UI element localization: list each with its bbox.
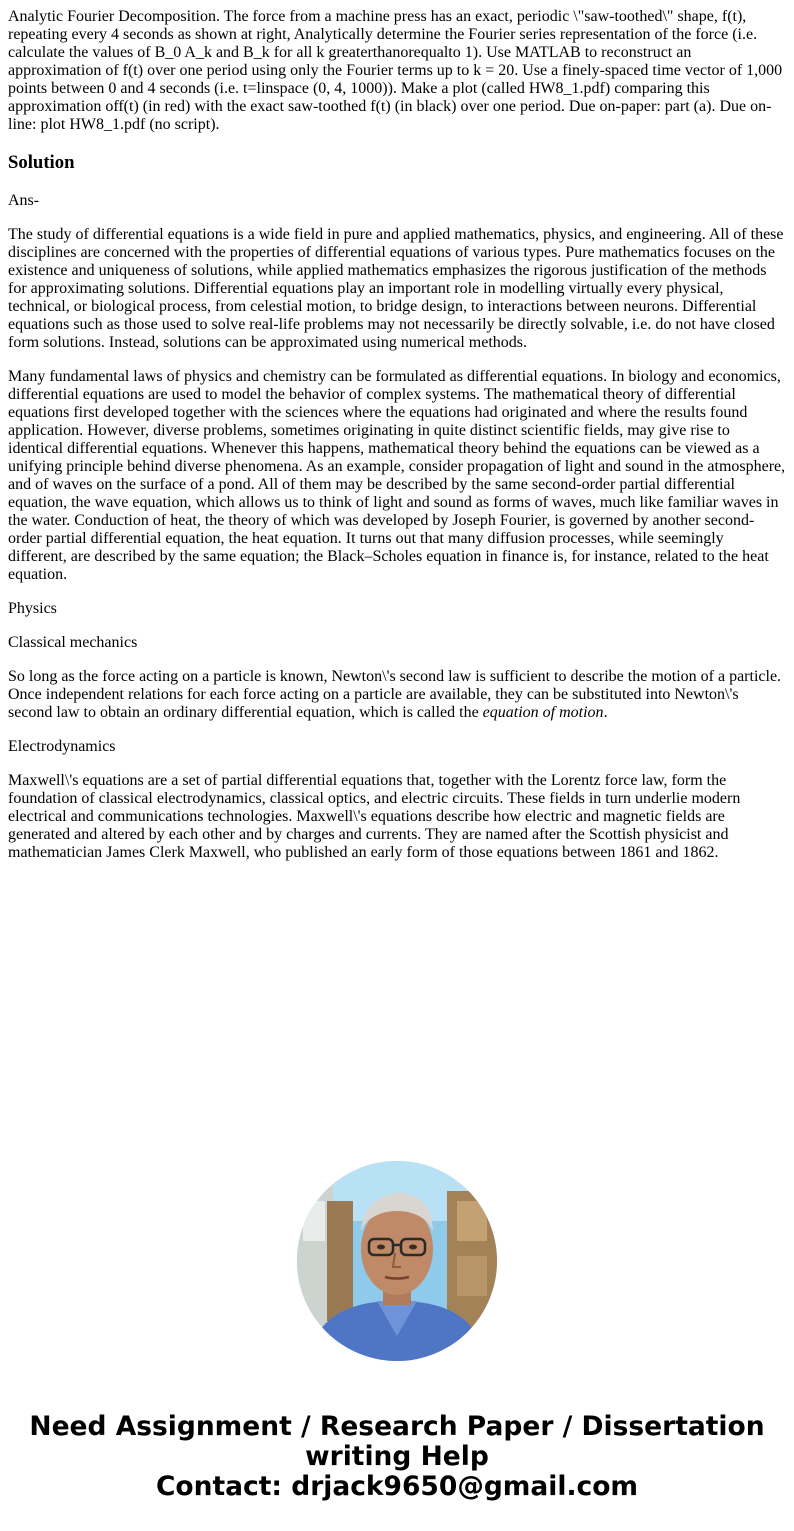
section-classical-mechanics: Classical mechanics (8, 634, 138, 651)
section-electrodynamics: Electrodynamics (8, 738, 116, 755)
answer-label: Ans- (8, 192, 40, 209)
paragraph-newton-end: . (603, 704, 608, 721)
equation-of-motion-term: equation of motion (482, 704, 604, 721)
footer-line-1: Need Assignment / Research Paper / Dissertation (29, 1411, 765, 1442)
solution-heading: Solution (8, 152, 75, 173)
paragraph-differential-equations: The study of differential equations is a wide field in pure and applied mathematics, physics, and engineering. All of these disciplines are concerned with the properties of differential equations of various types. Pure mathematics focuses on the existence and uniqueness of solutions, while applied mathematics emphasizes the rigorous justification of the methods for approximating solutions. Differential equations play an important role in modelling virtually every physical, technical, or biological process, from celestial motion, to bridge design, to interactions between neurons. Differential equations such as those used to solve real-life problems may not necessarily be directly solvable, i.e. do not have closed form solutions. Instead, solutions can be approximated using numerical methods. (8, 226, 784, 351)
avatar-portrait-image (297, 1161, 497, 1361)
footer-line-2: writing Help (305, 1441, 489, 1472)
footer-contact (0, 1412, 794, 1502)
paragraph-newton (8, 668, 786, 722)
avatar (297, 1161, 497, 1361)
footer-line-3: Contact: drjack9650@gmail.com (155, 1471, 639, 1502)
paragraph-newton-text: So long as the force acting on a particle is known, Newton\'s second law is sufficient to describe the motion of a particle. Once independent relations for each force acting on a particle are available, they can be substituted into Newton\'s second law to obtain an ordinary differential equation, which is called the (8, 668, 782, 721)
paragraph-physical-laws: Many fundamental laws of physics and chemistry can be formulated as differential equations. In biology and economics, differential equations are used to model the behavior of complex systems. The mathematical theory of differential equations first developed together with the sciences where the equations had originated and where the results found application. However, diverse problems, sometimes originating in quite distinct scientific fields, may give rise to identical differential equations. Whenever this happens, mathematical theory behind the equations can be viewed as a unifying principle behind diverse phenomena. As an example, consider propagation of light and sound in the atmosphere, and of waves on the surface of a pond. All of them may be described by the same second-order partial differential equation, the wave equation, which allows us to think of light and sound as forms of waves, much like familiar waves in the water. Conduction of heat, the theory of which was developed by Joseph Fourier, is governed by another second-order partial differential equation, the heat equation. It turns out that many diffusion processes, while seemingly different, are described by the same equation; the Black–Scholes equation in finance is, for instance, related to the heat equation. (8, 368, 786, 583)
document-body (0, 8, 794, 862)
question-text: Analytic Fourier Decomposition. The force from a machine press has an exact, periodic \"saw-toothed\" shape, f(t), repeating every 4 seconds as shown at right, Analytically determine the Fourier series representation of the force (i.e. calculate the values of B_0 A_k and B_k for all k greaterthanorequalto 1). Use MATLAB to reconstruct an approximation of f(t) over one period using only the Fourier terms up to k = 20. Use a finely-spaced time vector of 1,000 points between 0 and 4 seconds (i.e. t=linspace (0, 4, 1000)). Make a plot (called HW8_1.pdf) comparing this approximation off(t) (in red) with the exact saw-toothed f(t) (in black) over one period. Due on-paper: part (a). Due on-line: plot HW8_1.pdf (no script). (8, 8, 783, 133)
paragraph-maxwell: Maxwell\'s equations are a set of partial differential equations that, together with the Lorentz force law, form the foundation of classical electrodynamics, classical optics, and electric circuits. These fields in turn underlie modern electrical and communications technologies. Maxwell\'s equations describe how electric and magnetic fields are generated and altered by each other and by charges and currents. They are named after the Scottish physicist and mathematician James Clerk Maxwell, who published an early form of those equations between 1861 and 1862. (8, 772, 741, 861)
section-physics: Physics (8, 600, 57, 617)
